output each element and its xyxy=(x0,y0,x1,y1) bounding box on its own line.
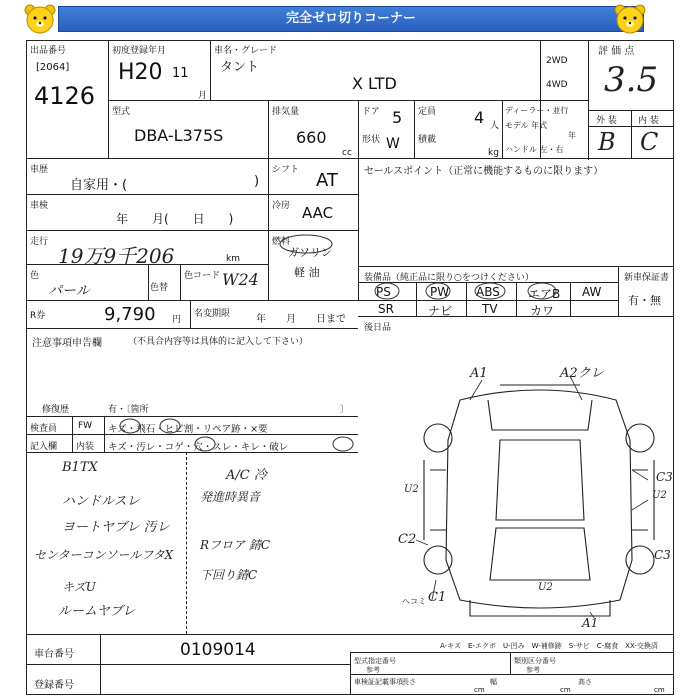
equipment-sr: SR xyxy=(378,302,394,316)
ac-value: AAC xyxy=(302,204,334,222)
inspection-label: 車検 xyxy=(30,201,49,211)
banner-title: 完全ゼロ切りコーナー xyxy=(58,6,644,32)
length-label: 長さ xyxy=(402,678,416,686)
doors-label: ドア xyxy=(362,107,380,117)
equipment-label: 装備品（純正品に限り○をつけください） xyxy=(364,273,534,283)
mileage-label: 走行 xyxy=(30,237,49,247)
first-registration-label: 初度登録年月 xyxy=(112,46,167,56)
load-unit: kg xyxy=(488,148,499,158)
mark-c1-left: C1 xyxy=(428,590,447,605)
displacement-unit: cc xyxy=(342,148,352,158)
entry-label: 記入欄 xyxy=(30,442,58,452)
interior-grade: C xyxy=(640,128,659,156)
exterior-grade: B xyxy=(598,128,616,156)
mark-a1-bottom: A1 xyxy=(582,616,599,630)
equipment-abs: ABS xyxy=(476,285,500,299)
hw-note-4: センターコンソールフタX xyxy=(34,548,173,562)
new-car-warranty-value: 有・無 xyxy=(628,294,661,307)
drive-4wd: 4WD xyxy=(546,80,568,90)
hw-note-6: ルームヤブレ xyxy=(58,604,136,619)
vehicle-cert-label: 車検証記載事項 xyxy=(354,678,403,686)
model-designation-label: 型式指定番号 xyxy=(354,657,396,665)
lot-sub-number: [2064] xyxy=(36,62,70,73)
fuel-diesel: 軽 油 xyxy=(294,266,320,279)
shape-value: W xyxy=(386,136,400,152)
mileage-unit: km xyxy=(226,254,240,264)
car-grade: X LTD xyxy=(352,74,397,93)
width-unit: cm xyxy=(560,686,571,694)
drive-2wd: 2WD xyxy=(546,56,568,66)
length-unit: cm xyxy=(474,686,485,694)
capacity-value: 4 xyxy=(474,108,485,127)
hw-note-3: ヨートヤブレ 汚レ xyxy=(62,520,170,535)
width-label: 幅 xyxy=(490,678,497,686)
hw-note-5: キズU xyxy=(62,580,96,594)
hw-note-1: B1TX xyxy=(62,460,98,475)
transfer-text: 年 月 日まで xyxy=(256,314,346,325)
lot-label: 出品番号 xyxy=(30,46,67,56)
load-label: 積載 xyxy=(418,135,437,145)
mark-a2-top: A2クレ xyxy=(560,366,604,381)
entry-interior: 内装 xyxy=(76,442,95,452)
model-label: 型式 xyxy=(112,107,131,117)
displacement-value: 660 xyxy=(296,128,327,147)
equipment-ps: PS xyxy=(376,285,391,299)
color-repaint-label: 色替 xyxy=(150,283,169,293)
equipment-leather: カワ xyxy=(530,304,555,318)
hw-right-3: Rフロア 錆C xyxy=(200,538,271,552)
hw-right-4: 下回り錆C xyxy=(200,568,258,582)
exterior-label: 外 装 xyxy=(596,116,617,126)
shift-value: AT xyxy=(316,170,338,191)
color-code: W24 xyxy=(222,270,259,289)
equipment-aw: AW xyxy=(582,285,602,299)
shape-label: 形状 xyxy=(362,135,381,145)
notes-sub: （不具合内容等は具体的に記入して下さい） xyxy=(128,337,309,347)
transfer-label: 名変期限 xyxy=(194,309,231,319)
inspector-row1: キズ・飛石・ヒビ割・リペア跡・×要 xyxy=(108,424,268,435)
mark-a1-top: A1 xyxy=(470,366,488,381)
history-close: ) xyxy=(254,174,260,189)
fuel-label: 燃料 xyxy=(272,237,291,247)
capacity-unit: 人 xyxy=(490,121,500,131)
reference-label-1: 参考 xyxy=(366,666,380,674)
hw-note-2: ハンドルスレ xyxy=(62,494,140,509)
inspection-text: 年 月( 日 ) xyxy=(116,212,234,226)
first-registration-month-unit: 月 xyxy=(198,91,208,101)
new-car-warranty-label: 新車保証書 xyxy=(624,273,670,283)
mark-dent-left: ヘコミ xyxy=(402,597,426,606)
color-label: 色 xyxy=(30,271,40,281)
sales-point-label: セールスポイント（正常に機能するものに限ります） xyxy=(364,166,604,177)
damage-legend: A-キズ E-エクボ U-凹み W-補修跡 S-サビ C-腐食 XX-交換済 xyxy=(440,642,658,650)
dealer-label: ディーラー・並行 xyxy=(505,106,569,115)
capacity-label: 定員 xyxy=(418,107,437,117)
hw-right-1: A/C 冷 xyxy=(226,468,267,483)
chassis-value: 0109014 xyxy=(180,640,256,660)
mileage-value: 19万9千206 xyxy=(58,244,175,268)
price-value: 9,790 xyxy=(104,304,156,325)
color-value: パール xyxy=(48,283,90,299)
equipment-pw: PW xyxy=(430,285,450,299)
mark-c3-right-2: C3 xyxy=(654,548,671,562)
mark-c3-right-1: C3 xyxy=(656,470,673,484)
doors-value: 5 xyxy=(392,108,403,127)
notes-label: 注意事項申告欄 xyxy=(32,338,102,349)
height-unit: cm xyxy=(654,686,665,694)
mark-c2-left: C2 xyxy=(398,532,417,547)
shift-label: シフト xyxy=(272,165,300,175)
mark-u2-right-2: U2 xyxy=(538,582,553,593)
repair-label: 修復歴 xyxy=(42,405,70,415)
equipment-navi: ナビ xyxy=(428,304,453,318)
price-label: R券 xyxy=(30,311,46,321)
repair-close: 〕 xyxy=(340,405,350,415)
height-label: 高さ xyxy=(578,678,592,686)
displacement-label: 排気量 xyxy=(272,107,300,117)
mark-u2-right-1: U2 xyxy=(652,490,667,501)
equipment-airbag: エアB xyxy=(528,287,561,301)
model-code: DBA-L375S xyxy=(134,126,224,145)
evaluation-score: 3.5 xyxy=(604,60,659,100)
model-year-label: モデル 年式 xyxy=(505,121,548,130)
repair-value: 有・〔箇所 xyxy=(108,405,149,415)
price-unit: 円 xyxy=(172,315,182,325)
inspector-label: 検査員 xyxy=(30,424,58,434)
entry-row2: キズ・汚レ・コゲ・穴・スレ・キレ・破レ xyxy=(108,442,289,453)
evaluation-label: 評 価 点 xyxy=(598,46,635,57)
mark-u2-left: U2 xyxy=(404,484,419,495)
interior-label: 内 装 xyxy=(638,116,659,126)
reference-label-2: 参考 xyxy=(526,666,540,674)
chassis-label: 車台番号 xyxy=(34,649,74,660)
fuel-gasoline: ガソリン xyxy=(288,246,332,259)
car-name: タント xyxy=(220,60,260,75)
inspector-fw: FW xyxy=(78,421,93,431)
first-registration-year: H20 xyxy=(118,60,163,85)
first-registration-month: 11 xyxy=(172,66,189,81)
history-label: 車歴 xyxy=(30,165,49,175)
equipment-tv: TV xyxy=(482,302,498,316)
history-value: 自家用・( xyxy=(70,178,128,193)
ac-label: 冷房 xyxy=(272,201,291,211)
model-year-unit: 年 xyxy=(568,131,576,140)
handle-label: ハンドル 左・右 xyxy=(505,145,564,154)
rear-seat-label: 後日品 xyxy=(364,323,392,333)
hw-right-2: 発進時異音 xyxy=(200,490,261,504)
color-code-label: 色コード xyxy=(184,271,221,281)
registration-label: 登録番号 xyxy=(34,680,74,691)
car-name-label: 車名・グレード xyxy=(214,46,278,56)
lot-number: 4126 xyxy=(34,82,96,110)
category-label: 類別区分番号 xyxy=(514,657,556,665)
